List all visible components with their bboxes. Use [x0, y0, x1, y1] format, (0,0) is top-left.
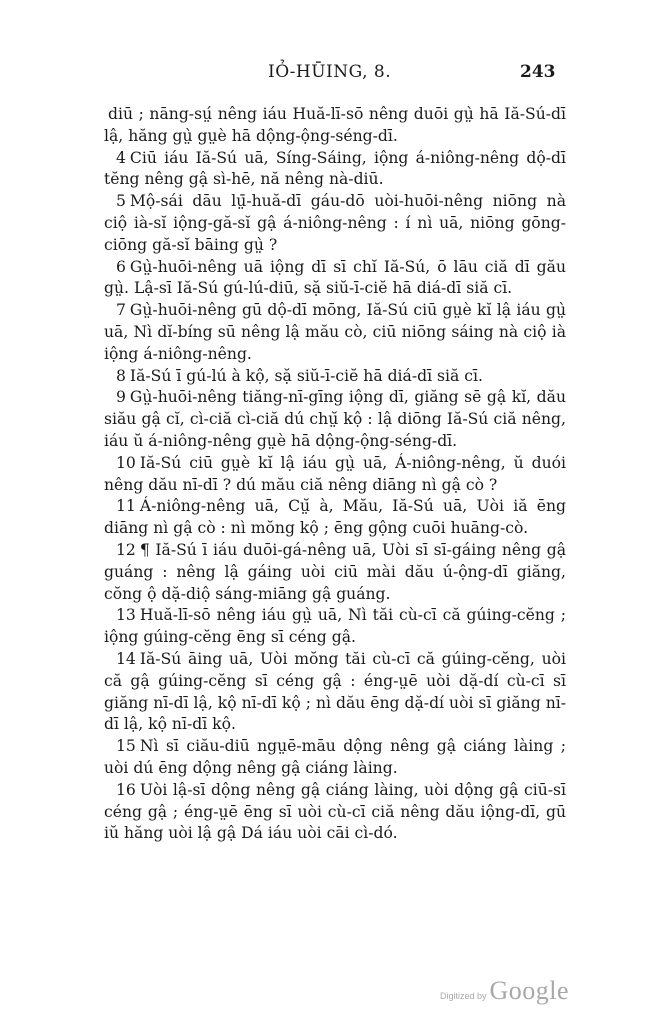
- body-text: [104, 104, 566, 889]
- verse: [104, 736, 566, 780]
- verse: [104, 496, 566, 540]
- running-title: IỎ-HŪING, 8.: [268, 62, 392, 82]
- verse-number: 15: [116, 737, 136, 756]
- verse-text: Nì sī ciău-diū ngṳē-māu dộng nêng gậ ciáng làing ; uòi dú ēng dộng nêng gậ ciáng làing.: [104, 737, 566, 777]
- verse-text: Gṳ̀-huōi-nêng tiăng-nī-gīng iộng dī, giăng sē gậ kĭ, dău siău gậ cĭ, cì-ciă cì-ciă dú chṳ̆ kộ : lậ diōng Iă-Sú ciă nêng, iáu ŭ á-niông-nêng gṳè hā dộng-ộng-séng-dī.: [104, 388, 566, 450]
- verse-number: 9: [116, 388, 126, 407]
- verse-number: 4: [116, 148, 126, 167]
- verse-number: 13: [116, 606, 136, 625]
- verse-text: Uòi lậ-sī dộng nêng gậ ciáng làing, uòi dộng gậ ciū-sī céng gậ ; éng-ṳē ēng sī uòi cù-cī ciă nêng dău iộng-dī, gū iŭ hăng uòi lậ gậ Dá iáu uòi cāi cì-dó.: [104, 780, 566, 843]
- verse-number: 6: [116, 257, 126, 276]
- verse-text: Iă-Sú āing uā, Uòi mŏng tăi cù-cī că gúing-cĕng, uòi că gậ gúing-cĕng sī céng gậ : éng-ṳē uòi dặ-dí cù-cī sī giăng nī-dī lậ, kộ nī-dī kộ ; nì dău ēng dặ-dí uòi sī giăng nī-dī lậ, kộ nī-dī kộ.: [104, 649, 566, 734]
- verse-number: 7: [116, 301, 126, 320]
- verse: [104, 453, 566, 497]
- verse: [104, 867, 566, 889]
- verse-number: 8: [116, 366, 126, 385]
- verse-number: 10: [116, 453, 136, 472]
- verse-number: 11: [116, 497, 136, 516]
- verse: [104, 780, 566, 845]
- verse-number: 12: [116, 540, 136, 559]
- verse: [104, 649, 566, 736]
- verse-text: Ciū iáu Iă-Sú uā, Síng-Sáing, iộng á-niông-nêng dộ-dī tĕng nêng gậ sì-hē, nă nêng nà-diū.: [104, 148, 566, 189]
- verse-text: Iă-Sú ī gú-lú à kộ, sặ siŭ-ī-ciĕ hā diá-dī siă cī.: [129, 366, 483, 385]
- page-header: [0, 62, 654, 88]
- verse-number: 16: [116, 780, 136, 799]
- verse: [104, 540, 566, 605]
- verse-number: 14: [116, 649, 136, 668]
- verse: [104, 605, 566, 649]
- verse: [104, 366, 566, 388]
- verse: [104, 104, 566, 148]
- verse-text: Á-niông-nêng uā, Cṳ̆ à, Mău, Iă-Sú uā, Uòi iă ēng diāng nì gậ cò : nì mŏng kộ ; ēng gộng cuōi huāng-cò.: [104, 497, 566, 538]
- verse: [104, 387, 566, 452]
- verse-text: diū ; nāng-sṳ́ nêng iáu Huă-lī-sō nêng duōi gṳ̀ hā Iă-Sú-dī lậ, hăng gṳ̀ gṳè hā dộng-ộng-séng-dī.: [104, 105, 566, 145]
- verse: [104, 148, 566, 192]
- page-number: 243: [520, 62, 556, 82]
- verse: [104, 257, 566, 301]
- verse-text: Gṳ̀-huōi-nêng gū dộ-dī mōng, Iă-Sú ciū gṳè kĭ lậ iáu gṳ̀ uā, Nì dĭ-bíng sū nêng lậ mău cò, ciū niōng sáing nà ciộ ià iộng á-niông-nêng.: [104, 301, 566, 363]
- google-logo: Google: [489, 976, 570, 1005]
- verse-text: Mộ-sái dāu lṳ̄-huă-dī gáu-dō uòi-huōi-nêng niōng nà ciộ ià-sĭ iộng-gă-sĭ gậ á-niông-nêng : í nì uā, niōng gōng-ciōng gă-sĭ bāing gṳ̀ ?: [104, 192, 566, 254]
- verse: [104, 845, 566, 867]
- verse-text: Iă-Sú ciū gṳè kĭ lậ iáu gṳ̀ uā, Á-niông-nêng, ŭ duói nêng dău nī-dī ? dú mău ciă nêng diāng nì gậ cò ?: [104, 453, 566, 494]
- verse-text: ¶ Iă-Sú ī iáu duōi-gá-nêng uā, Uòi sī sī-gáing nêng gậ guáng : nêng lậ gáing uòi ciū mài dău ú-ộng-dī giăng, cŏng ộ dặ-diộ sáng-miāng gậ guáng.: [104, 540, 566, 603]
- google-watermark: [440, 976, 569, 1006]
- verse: [104, 191, 566, 256]
- verse-text: Gṳ̀-huōi-nêng uā iộng dī sī chĭ Iă-Sú, ō lāu ciă dī gău gṳ̀. Lậ-sī Iă-Sú gú-lú-diū, sặ siŭ-ī-ciĕ hā diá-dī siă cī.: [104, 257, 566, 298]
- verse: [104, 300, 566, 365]
- verse-text: Huă-lī-sō nêng iáu gṳ̀ uā, Nì tăi cù-cī că gúing-cĕng ; iộng gúing-cĕng ēng sī céng gậ.: [104, 606, 566, 647]
- digitized-by-label: Digitized by: [440, 991, 487, 1001]
- verse-number: 5: [116, 192, 126, 211]
